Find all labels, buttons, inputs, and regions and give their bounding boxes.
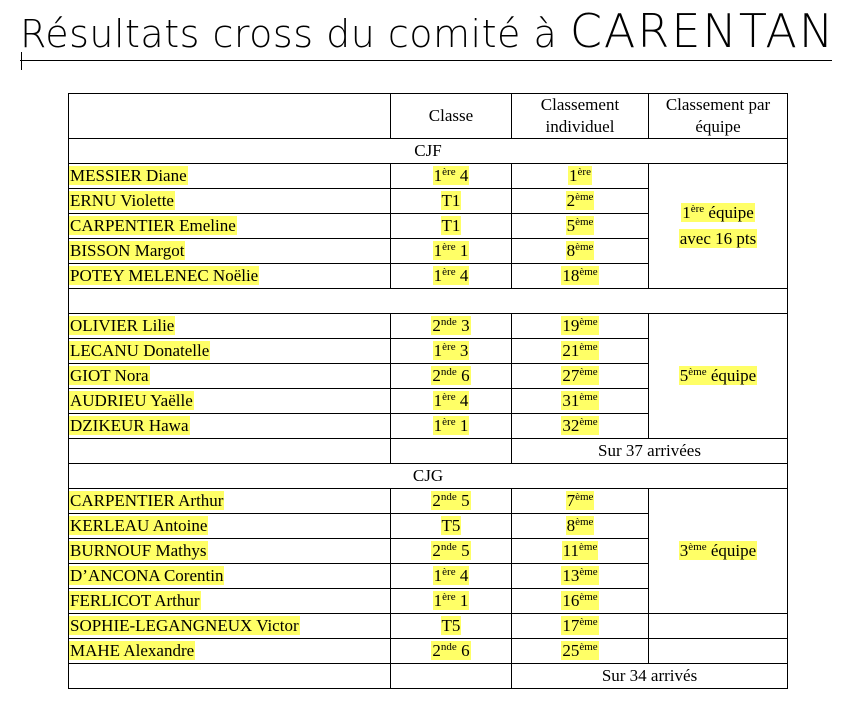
class-level: T5 [441, 616, 461, 635]
class-level: 1 [433, 391, 443, 410]
athlete-class [433, 566, 470, 585]
athlete-class [431, 641, 470, 660]
rank-number: 7 [566, 491, 576, 510]
athlete-class [433, 341, 470, 360]
cjf-arrivals-note-row [69, 439, 788, 464]
rank-suffix: ème [579, 316, 598, 328]
header-classement-equipe: Classement par équipe [649, 94, 788, 139]
class-group: 4 [455, 166, 469, 185]
category-cjf-row [69, 139, 788, 164]
athlete-class-cell [391, 514, 512, 539]
class-suffix: ère [442, 341, 456, 353]
athlete-name: FERLICOT Arthur [70, 591, 200, 610]
athlete-name: MESSIER Diane [70, 166, 187, 185]
athlete-name-cell [69, 364, 391, 389]
cjf-arrivals-note-empty-class [391, 439, 512, 464]
rank-suffix: ème [575, 191, 594, 203]
team-separator-cell [69, 289, 788, 314]
athlete-class-cell [391, 389, 512, 414]
athlete-class [441, 191, 462, 210]
class-group: 6 [456, 366, 470, 385]
category-cjf-label: CJF [69, 139, 788, 164]
team-ranking [679, 541, 757, 560]
athlete-name: SOPHIE-LEGANGNEUX Victor [70, 616, 299, 635]
athlete-rank [561, 266, 598, 285]
title-underline [20, 60, 832, 61]
rank-number: 16 [562, 591, 580, 610]
header-classe: Classe [391, 94, 512, 139]
title-text: Résultats cross du comité à [20, 12, 570, 56]
rank-number: 11 [562, 541, 580, 560]
category-cjg-label: CJG [69, 464, 788, 489]
athlete-name-cell [69, 389, 391, 414]
athlete-name-cell [69, 539, 391, 564]
athlete-rank-cell [512, 364, 649, 389]
title-margin-tick [21, 52, 22, 70]
class-suffix: nde [440, 366, 457, 378]
results-table [68, 93, 788, 689]
athlete-rank [561, 391, 598, 410]
athlete-name: MAHE Alexandre [70, 641, 195, 660]
team-rank-text: équipe [706, 366, 757, 385]
athlete-class-cell [391, 189, 512, 214]
athlete-name: BISSON Margot [70, 241, 185, 260]
athlete-name-cell [69, 639, 391, 664]
cjg-arrivals-note-empty-class [391, 664, 512, 689]
athlete-name: POTEY MELENEC Noëlie [70, 266, 259, 285]
athlete-class [433, 591, 470, 610]
athlete-row [69, 639, 788, 664]
cjg-arrivals-note-empty-name [69, 664, 391, 689]
class-group: 4 [455, 566, 469, 585]
athlete-class-cell [391, 539, 512, 564]
class-level: 1 [433, 341, 443, 360]
class-level: 1 [433, 416, 443, 435]
rank-number: 19 [562, 316, 580, 335]
athlete-name-cell [69, 214, 391, 239]
class-group: 5 [456, 541, 470, 560]
class-group: 3 [455, 341, 469, 360]
class-suffix: ère [442, 391, 456, 403]
rank-number: 18 [562, 266, 580, 285]
athlete-class [431, 491, 470, 510]
athlete-rank-cell [512, 539, 649, 564]
athlete-class-cell [391, 239, 512, 264]
cjg-arrivals-note-row [69, 664, 788, 689]
rank-number: 8 [566, 516, 576, 535]
team-rank-number: 5 [679, 366, 689, 385]
rank-number: 21 [562, 341, 580, 360]
team-rank-suffix: ème [688, 366, 707, 378]
athlete-name: D’ANCONA Corentin [70, 566, 224, 585]
rank-number: 32 [562, 416, 580, 435]
athlete-row [69, 614, 788, 639]
athlete-class [441, 216, 462, 235]
team-rank-number: 1 [682, 203, 691, 222]
class-level: 1 [433, 166, 443, 185]
athlete-class-cell [391, 264, 512, 289]
header-row [69, 94, 788, 139]
athlete-name: KERLEAU Antoine [70, 516, 208, 535]
athlete-rank-cell [512, 164, 649, 189]
athlete-name-cell [69, 264, 391, 289]
team-ranking-cell [649, 164, 788, 289]
athlete-name: LECANU Donatelle [70, 341, 210, 360]
class-suffix: ère [442, 416, 456, 428]
athlete-class-cell [391, 314, 512, 339]
category-cjg-row [69, 464, 788, 489]
athlete-rank [562, 541, 599, 560]
cjf-arrivals-note-empty-name [69, 439, 391, 464]
rank-number: 2 [566, 191, 576, 210]
athlete-name-cell [69, 564, 391, 589]
rank-number: 13 [562, 566, 580, 585]
athlete-class-cell [391, 564, 512, 589]
team-ranking-cell [649, 314, 788, 439]
athlete-rank [561, 591, 598, 610]
document-title [20, 4, 836, 68]
athlete-class [431, 541, 470, 560]
rank-number: 25 [562, 641, 580, 660]
rank-number: 17 [562, 616, 580, 635]
class-group: 4 [455, 266, 469, 285]
class-level: 2 [432, 641, 441, 660]
athlete-class [431, 366, 470, 385]
athlete-class [431, 316, 470, 335]
class-level: 1 [433, 566, 443, 585]
class-suffix: ère [442, 566, 456, 578]
rank-suffix: ème [579, 541, 598, 553]
class-level: 1 [433, 591, 443, 610]
rank-suffix: ère [577, 166, 591, 178]
athlete-class-cell [391, 214, 512, 239]
athlete-rank [561, 641, 598, 660]
athlete-rank [566, 191, 595, 210]
rank-number: 8 [566, 241, 576, 260]
class-level: 2 [432, 491, 441, 510]
rank-suffix: ème [579, 366, 598, 378]
athlete-name: CARPENTIER Emeline [70, 216, 236, 235]
athlete-class-cell [391, 489, 512, 514]
athlete-class-cell [391, 614, 512, 639]
athlete-rank [561, 316, 598, 335]
class-level: 1 [433, 266, 443, 285]
rank-suffix: ème [575, 516, 594, 528]
class-group: 6 [456, 641, 470, 660]
athlete-class [441, 516, 462, 535]
athlete-rank-cell [512, 264, 649, 289]
athlete-rank-cell [512, 514, 649, 539]
athlete-rank [566, 491, 595, 510]
athlete-class-cell [391, 414, 512, 439]
athlete-rank [561, 341, 598, 360]
class-group: 4 [455, 391, 469, 410]
athlete-row [69, 164, 788, 189]
athlete-rank-cell [512, 489, 649, 514]
class-suffix: nde [440, 541, 457, 553]
title-town: CARENTAN [569, 4, 836, 58]
rank-number: 1 [569, 166, 578, 185]
class-level: T5 [441, 516, 461, 535]
rank-suffix: ème [579, 616, 598, 628]
rank-suffix: ème [579, 566, 598, 578]
athlete-rank-cell [512, 564, 649, 589]
athlete-rank [566, 516, 595, 535]
athlete-rank-cell [512, 639, 649, 664]
athlete-name-cell [69, 614, 391, 639]
athlete-name-cell [69, 314, 391, 339]
team-separator [69, 289, 788, 314]
athlete-name-cell [69, 339, 391, 364]
class-level: T1 [441, 216, 461, 235]
team-ranking [681, 203, 755, 222]
rank-number: 31 [562, 391, 580, 410]
athlete-name-cell [69, 489, 391, 514]
athlete-name: ERNU Violette [70, 191, 174, 210]
athlete-name-cell [69, 239, 391, 264]
athlete-class-cell [391, 589, 512, 614]
class-suffix: ère [442, 266, 456, 278]
results-body [69, 139, 788, 689]
athlete-name-cell [69, 164, 391, 189]
athlete-name: OLIVIER Lilie [70, 316, 175, 335]
team-empty-cell [649, 614, 788, 639]
class-suffix: ère [442, 166, 456, 178]
rank-suffix: ème [579, 341, 598, 353]
rank-suffix: ème [579, 266, 598, 278]
athlete-row [69, 314, 788, 339]
team-rank-text: équipe [704, 203, 754, 222]
cjf-arrivals-note: Sur 37 arrivées [512, 439, 788, 464]
athlete-rank-cell [512, 189, 649, 214]
athlete-name-cell [69, 514, 391, 539]
athlete-class-cell [391, 364, 512, 389]
athlete-rank-cell [512, 414, 649, 439]
rank-suffix: ème [575, 491, 594, 503]
class-group: 1 [455, 241, 469, 260]
athlete-name: BURNOUF Mathys [70, 541, 207, 560]
class-level: 2 [432, 541, 441, 560]
class-suffix: nde [440, 491, 457, 503]
team-rank-suffix: ère [690, 203, 705, 215]
rank-number: 5 [566, 216, 576, 235]
cjg-arrivals-note: Sur 34 arrivés [512, 664, 788, 689]
athlete-rank-cell [512, 214, 649, 239]
class-level: T1 [441, 191, 461, 210]
athlete-class-cell [391, 639, 512, 664]
class-suffix: ère [442, 241, 456, 253]
athlete-rank-cell [512, 614, 649, 639]
athlete-class [433, 391, 470, 410]
class-group: 1 [455, 416, 469, 435]
athlete-class-cell [391, 164, 512, 189]
class-group: 5 [456, 491, 470, 510]
class-suffix: ère [442, 591, 456, 603]
athlete-rank-cell [512, 239, 649, 264]
class-level: 2 [432, 316, 441, 335]
class-group: 1 [455, 591, 469, 610]
athlete-rank-cell [512, 589, 649, 614]
team-ranking-cell [649, 489, 788, 614]
athlete-rank-cell [512, 314, 649, 339]
athlete-rank [566, 241, 595, 260]
athlete-class-cell [391, 339, 512, 364]
rank-suffix: ème [579, 391, 598, 403]
athlete-class [433, 266, 470, 285]
athlete-rank [566, 216, 595, 235]
team-rank-suffix: ème [688, 541, 707, 553]
team-rank-text: équipe [706, 541, 757, 560]
rank-suffix: ème [579, 591, 598, 603]
rank-number: 27 [562, 366, 580, 385]
team-rank-number: 3 [679, 541, 689, 560]
athlete-rank-cell [512, 389, 649, 414]
rank-suffix: ème [575, 241, 594, 253]
rank-suffix: ème [579, 416, 598, 428]
athlete-name: CARPENTIER Arthur [70, 491, 224, 510]
athlete-row [69, 489, 788, 514]
rank-suffix: ème [579, 641, 598, 653]
header-classement-individuel: Classement individuel [512, 94, 649, 139]
rank-suffix: ème [575, 216, 594, 228]
team-points: avec 16 pts [679, 229, 757, 248]
team-empty-cell [649, 639, 788, 664]
athlete-name: GIOT Nora [70, 366, 149, 385]
athlete-name-cell [69, 189, 391, 214]
team-ranking [679, 366, 757, 385]
athlete-rank [561, 566, 598, 585]
class-suffix: nde [440, 316, 457, 328]
class-group: 3 [456, 316, 470, 335]
class-level: 1 [433, 241, 443, 260]
class-suffix: nde [440, 641, 457, 653]
header-name [69, 94, 391, 139]
athlete-class [433, 166, 470, 185]
athlete-rank [561, 366, 598, 385]
athlete-class [433, 416, 470, 435]
athlete-rank [561, 616, 598, 635]
athlete-rank [568, 166, 592, 185]
athlete-class [441, 616, 462, 635]
athlete-rank [561, 416, 598, 435]
page-title [20, 4, 836, 58]
class-level: 2 [432, 366, 441, 385]
athlete-name: AUDRIEU Yaëlle [70, 391, 193, 410]
athlete-rank-cell [512, 339, 649, 364]
athlete-class [433, 241, 470, 260]
athlete-name: DZIKEUR Hawa [70, 416, 189, 435]
athlete-name-cell [69, 589, 391, 614]
athlete-name-cell [69, 414, 391, 439]
